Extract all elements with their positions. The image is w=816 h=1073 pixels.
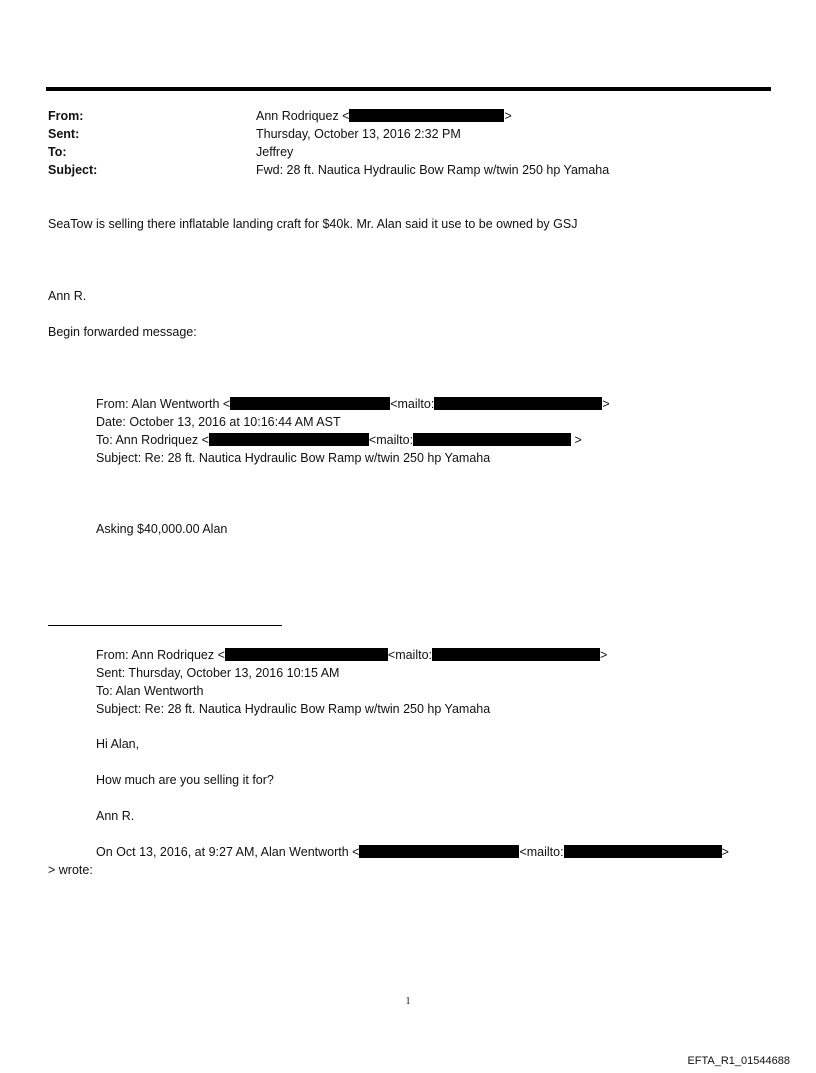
forward-intro: Begin forwarded message: <box>48 325 197 339</box>
fwd1-date: Date: October 13, 2016 at 10:16:44 AM AST <box>96 415 341 429</box>
redaction-bar <box>230 397 390 410</box>
redaction-bar <box>434 397 602 410</box>
fwd1-from: From: Alan Wentworth < <mailto: > <box>96 397 610 411</box>
sent-value: Thursday, October 13, 2016 2:32 PM <box>256 127 461 141</box>
header-rule <box>46 87 771 91</box>
fwd2-subject: Subject: Re: 28 ft. Nautica Hydraulic Bow Ramp w/twin 250 hp Yamaha <box>96 702 491 716</box>
redaction-bar <box>225 648 388 661</box>
fwd2-to: To: Alan Wentworth <box>96 684 204 698</box>
signoff: Ann R. <box>48 289 87 303</box>
fwd2-sent: Sent: Thursday, October 13, 2016 10:15 AM <box>96 666 340 680</box>
from-value: Ann Rodriquez < > <box>256 109 512 123</box>
page-number: 1 <box>405 996 411 1007</box>
redaction-bar <box>432 648 600 661</box>
redaction-bar <box>209 433 369 446</box>
to-label: To: <box>48 145 67 159</box>
fwd2-question: How much are you selling it for? <box>96 773 274 787</box>
fwd1-to: To: Ann Rodriquez < <mailto: > <box>96 433 582 447</box>
quote-separator <box>48 625 282 626</box>
fwd2-signoff: Ann R. <box>96 809 135 823</box>
fwd2-quote-line: On Oct 13, 2016, at 9:27 AM, Alan Wentworth < <mailto: > <box>96 845 729 859</box>
redaction-bar <box>359 845 519 858</box>
redaction-bar <box>349 109 504 122</box>
subject-label: Subject: <box>48 163 98 177</box>
fwd2-from: From: Ann Rodriquez < <mailto: > <box>96 648 608 662</box>
subject-value: Fwd: 28 ft. Nautica Hydraulic Bow Ramp w/twin 250 hp Yamaha <box>256 163 610 177</box>
redaction-bar <box>564 845 722 858</box>
redaction-bar <box>413 433 571 446</box>
fwd2-greeting: Hi Alan, <box>96 737 140 751</box>
fwd2-quote-wrote: > wrote: <box>48 863 93 877</box>
document-id: EFTA_R1_01544688 <box>687 1055 790 1067</box>
fwd1-subject: Subject: Re: 28 ft. Nautica Hydraulic Bow Ramp w/twin 250 hp Yamaha <box>96 451 491 465</box>
to-value: Jeffrey <box>256 145 294 159</box>
sent-label: Sent: <box>48 127 80 141</box>
from-label: From: <box>48 109 84 123</box>
fwd1-message: Asking $40,000.00 Alan <box>96 522 228 536</box>
body-line: SeaTow is selling there inflatable landing craft for $40k. Mr. Alan said it use to be owned by GSJ <box>48 217 578 231</box>
